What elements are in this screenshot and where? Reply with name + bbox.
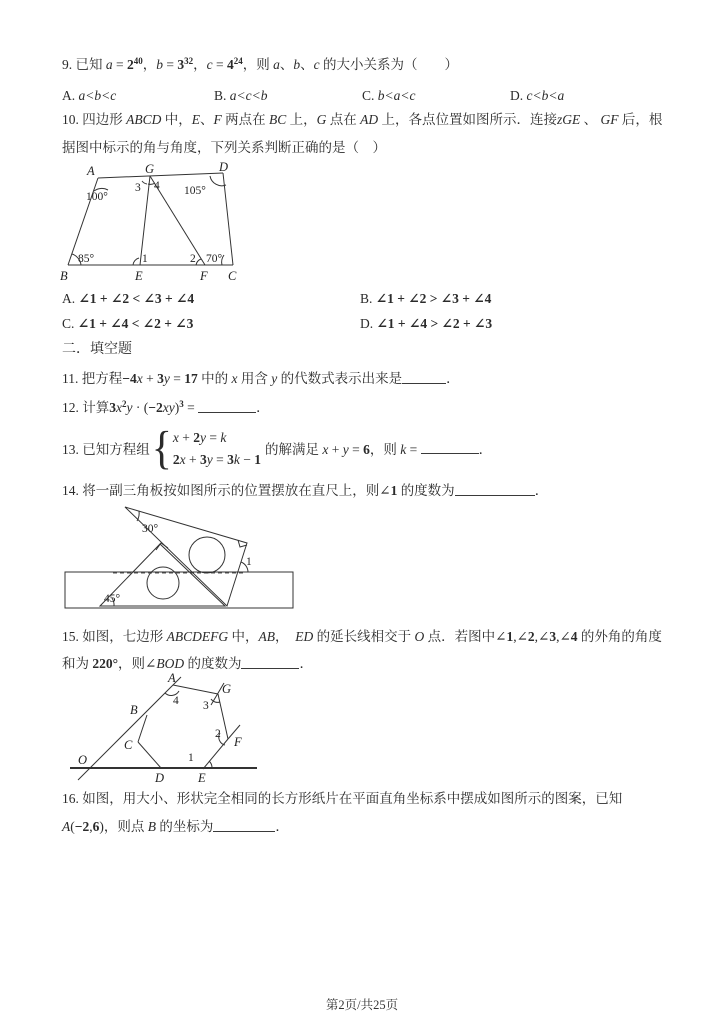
- q10-option-a: [62, 289, 194, 308]
- svg-text:B: B: [60, 269, 68, 283]
- q13-suffix: 的解满足 x + y = 6，则 k = ．: [265, 441, 493, 457]
- svg-text:4: 4: [173, 695, 179, 707]
- heptagon-figure: [62, 672, 272, 790]
- heptagon-figure-svg: [62, 672, 272, 790]
- svg-text:D: D: [155, 771, 165, 785]
- svg-text:100°: 100°: [86, 191, 108, 203]
- q13-prefix: 13. 已知方程组: [62, 441, 150, 457]
- q9-option-d-text: D. c<b<a: [510, 88, 565, 103]
- svg-text:F: F: [200, 269, 208, 283]
- q9-option-c-text: C. b<a<c: [362, 88, 416, 103]
- svg-text:A: A: [168, 672, 176, 685]
- svg-text:70°: 70°: [206, 253, 223, 265]
- question-14-text: 14. 将一副三角板按如图所示的位置摆放在直尺上，则∠1 的度数为 ．: [62, 483, 549, 498]
- q13-equations: [173, 427, 261, 471]
- q10-option-b: [360, 289, 491, 308]
- question-16-text-line2: A(−2,6)，则点 B 的坐标为 ．: [62, 819, 289, 834]
- svg-text:30°: 30°: [142, 523, 159, 535]
- q10-option-c-text: C. ∠1 + ∠4 < ∠2 + ∠3: [62, 316, 194, 331]
- svg-text:1: 1: [188, 752, 194, 764]
- svg-text:3: 3: [203, 700, 209, 712]
- question-16-text-line1: 16. 如图，用大小、形状完全相同的长方形纸片在平面直角坐标系中摆成如图所示的图案，已知: [62, 791, 623, 806]
- svg-text:B: B: [130, 703, 138, 717]
- q13-equation-2: 2x + 3y = 3k − 1: [172, 452, 262, 467]
- svg-text:4: 4: [154, 180, 160, 192]
- question-15-text-line2: 和为 220°，则∠BOD 的度数为 ．: [62, 656, 313, 671]
- set-square-figure: [60, 496, 305, 626]
- svg-text:O: O: [78, 753, 88, 767]
- set-square-figure-svg: [60, 496, 305, 626]
- q9-option-a: [62, 86, 116, 105]
- question-9-text: 9. 已知 $a = 2^{40}$，$b = 3^{32}$，$c = 4^{24}$，则 a、b、c 的大小关系为（ ）: [62, 56, 458, 72]
- svg-text:2: 2: [190, 253, 196, 265]
- q13-equation-1: x + 2y = k: [172, 430, 227, 445]
- svg-text:2: 2: [215, 728, 221, 740]
- q10-option-d-text: D. ∠1 + ∠4 > ∠2 + ∠3: [360, 316, 493, 331]
- q9-option-a-text: A. a<b<c: [62, 88, 117, 103]
- q9-option-c: [362, 86, 415, 105]
- page-number-footer: 第2页/共25页: [325, 998, 399, 1012]
- quadrilateral-figure: [58, 162, 273, 287]
- question-13-block: [62, 424, 492, 474]
- section-2-heading: 二．填空题: [62, 342, 132, 357]
- svg-text:85°: 85°: [78, 253, 95, 265]
- svg-text:G: G: [145, 162, 155, 176]
- svg-text:C: C: [124, 738, 133, 752]
- svg-text:C: C: [228, 269, 237, 283]
- svg-text:1: 1: [142, 253, 148, 265]
- svg-text:A: A: [87, 164, 95, 178]
- question-10-text-line1: 10. 四边形 ABCD 中，E、F 两点在 BC 上，G 点在 AD 上，各点位置如图所示．连接zGE 、 GF 后，根: [62, 112, 663, 127]
- svg-text:3: 3: [135, 182, 141, 194]
- quadrilateral-figure-svg: [58, 162, 273, 287]
- svg-text:D: D: [219, 162, 229, 174]
- svg-text:45°: 45°: [104, 593, 121, 605]
- question-12-text: 12. 计算$3x^2y \cdot (-2xy)^3$ = ．: [62, 399, 270, 415]
- q10-option-a-text: A. ∠1 + ∠2 < ∠3 + ∠4: [62, 291, 195, 306]
- q10-option-d: [360, 314, 492, 333]
- question-10-text-line2: 据图中标示的角与角度，下列关系判断正确的是（ ）: [62, 140, 386, 155]
- q9-option-b: [214, 86, 267, 105]
- svg-text:G: G: [222, 682, 232, 696]
- q9-option-d: [510, 86, 564, 105]
- q10-option-b-text: B. ∠1 + ∠2 > ∠3 + ∠4: [360, 291, 492, 306]
- svg-text:1: 1: [246, 556, 252, 568]
- question-15-text-line1: 15. 如图，七边形 ABCDEFG 中，AB， ED 的延长线相交于 O 点．若图中∠1,∠2,∠3,∠4 的外角的角度: [62, 629, 662, 644]
- svg-text:E: E: [198, 771, 206, 785]
- q10-option-c: [62, 314, 193, 333]
- svg-text:105°: 105°: [184, 185, 206, 197]
- system-brace: {: [151, 423, 172, 475]
- svg-text:E: E: [135, 269, 143, 283]
- svg-text:F: F: [234, 735, 242, 749]
- question-11-text: 11. 把方程−4x + 3y = 17 中的 x 用含 y 的代数式表示出来是 ．: [62, 371, 460, 386]
- q9-option-b-text: B. a<c<b: [214, 88, 268, 103]
